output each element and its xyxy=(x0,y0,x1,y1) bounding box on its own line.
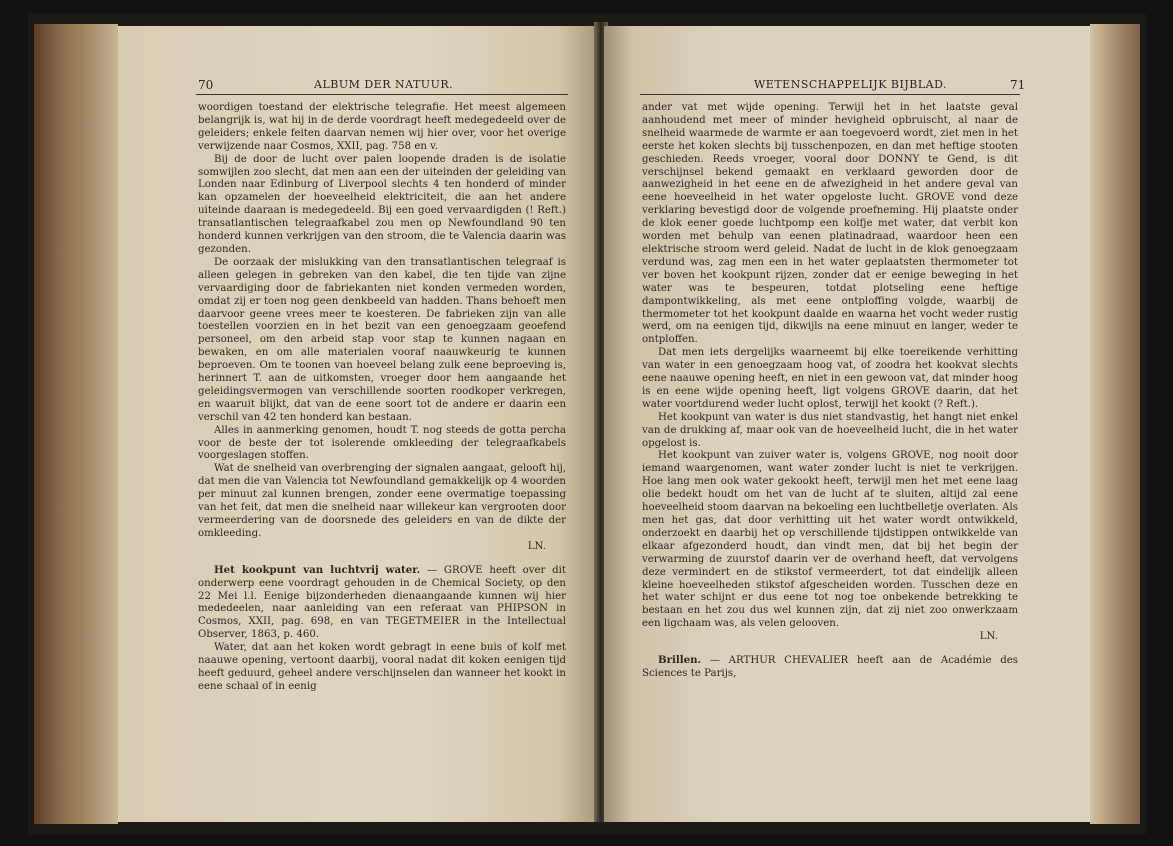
right-signature: LN. xyxy=(979,631,998,643)
left-section-text: — GROVE heeft over dit onderwerp eene voordragt gehouden in de Chemical Society, op den 22 Mei l.l. Eenige bijzonderheden dienaangaande kunnen wij hier mededeelen, naar aanleiding van een referaat van PHIPSON in Cosmos, XXII, pag. 698, en van TEGETMEIER in the Intellectual Observer, 1863, p. 460. xyxy=(198,564,567,641)
left-paragraph: woordigen toestand der elektrische telegrafie. Het meest algemeen belangrijk is, wat hij in de derde voordragt heeft medegedeeld over de geleiders; enkele feiten daarvan nemen wij hier over, voor het overige verwijzende naar Cosmos, XXII, pag. 758 en v. xyxy=(198,102,566,152)
book-edge-right xyxy=(1090,24,1140,824)
right-header-rule xyxy=(640,94,1020,95)
left-paragraph: Alles in aanmerking genomen, houdt T. nog steeds de gotta percha voor de beste der tot isolerende omkleeding der telegraafkabels voorgeslagen stoffen. xyxy=(198,424,566,462)
left-header-rule xyxy=(196,94,568,95)
right-section-text: — ARTHUR CHEVALIER heeft aan de Académie des Sciences te Parijs, xyxy=(642,655,1018,679)
right-text-column xyxy=(642,102,1018,681)
left-page xyxy=(118,26,596,822)
right-page xyxy=(604,26,1090,822)
right-page-number: 71 xyxy=(1010,78,1026,92)
right-running-head: WETENSCHAPPELIJK BIJBLAD. xyxy=(754,78,948,91)
left-running-head: ALBUM DER NATUUR. xyxy=(314,78,454,91)
left-paragraph: De oorzaak der mislukking van den transatlantischen telegraaf is alleen gelegen in gebreken van den kabel, die ten tijde van zijne vervaardiging door de fabriekanten niet konden vermeden worden, omdat zij er toen nog geen denkbeeld van hadden. Thans behoeft men daarvoor geene vrees meer te koesteren. De fabrieken zijn van alle toestellen voorzien en in het bezit van een genoegzaam geoefend personeel, om den arbeid stap voor stap te kunnen nagaan en bewaken, en om alle materialen vooraf naauwkeurig te kunnen beproeven. Om te toonen van hoeveel belang zulk eene beproeving is, herinnert T. aan de uitkomsten, vroeger door hem aangaande het geleidingsvermogen van verschillende soorten roodkoper verkregen, en waaruit blijkt, dat van de eene soort tot de andere er daarin een verschil van 42 ten honderd kan bestaan. xyxy=(198,256,566,423)
right-paragraph: ander vat met wijde opening. Terwijl het in het laatste geval aanhoudend met meer of minder hevigheid opbruischt, al naar de snelheid waarmede de warmte er aan toegevoerd wordt, ziet men in het eerste het koken slechts bij tusschenpozen, en dan met heftige stooten geschieden. Reeds vroeger, vooral door DONNY te Gend, is dit verschijnsel bekend gemaakt en verklaard geworden door de aanwezigheid in het eene en de afwezigheid in het andere geval van eene hoeveelheid in het water opgeloste lucht. GROVE vond deze verklaring bevestigd door de volgende proefneming. Hij plaatste onder de klok eener goede luchtpomp een kolfje met water, dat verbit kon worden met behulp van eenen platinadraad, waardoor heen een elektrische stroom werd geleid. Nadat de lucht in de klok genoegzaam verdund was, zag men een in het water geplaatsten thermometer tot ver boven het kookpunt rijzen, zonder dat er eenige beweging in het water was te bespeuren, totdat plotseling eene heftige dampontwikkeling, als met eene ontploffing volgde, waarbij de thermometer tot het kookpunt daalde en waarna het vocht weder rustig werd, om na eenigen tijd, dikwijls na eene minuut en langer, weder te ontploffen. xyxy=(642,102,1018,346)
left-paragraph: Bij de door de lucht over palen loopende draden is de isolatie somwijlen zoo slecht, dat men aan een der uiteinden der geleiding van Londen naar Edinburg of Liverpool slechts 4 ten honderd of minder kan opzamelen der hoeveelheid elektriciteit, die aan het andere uiteinde daaraan is medegedeeld. Bij een goed vervaardigden (! Reft.) transatlantischen telegraafkabel zou men op Newfoundland 90 ten honderd kunnen verkrijgen van den stroom, die te Valencia daarin was gezonden. xyxy=(198,153,566,255)
book-edge-left xyxy=(34,24,118,824)
left-paragraph: Wat de snelheid van overbrenging der signalen aangaat, gelooft hij, dat men die van Valencia tot Newfoundland gemakkelijk op 4 woorden per minuut zal kunnen brengen, zonder eene overmatige toepassing van het feit, dat men die snelheid naar willekeur kan vergrooten door vermeerdering van de doorsnede des geleiders en van de dikte der omkleeding. xyxy=(198,463,566,539)
left-paragraph: Water, dat aan het koken wordt gebragt in eene buis of kolf met naauwe opening, vertoont daarbij, vooral nadat dit koken eenigen tijd heeft geduurd, geheel andere verschijnselen dan wanneer het kookt in eene schaal of in eenig xyxy=(198,642,566,692)
left-section-title: Het kookpunt van luchtvrij water. xyxy=(214,563,421,576)
left-page-number: 70 xyxy=(198,78,214,92)
left-text-column xyxy=(198,102,566,694)
right-paragraph: Het kookpunt van zuiver water is, volgens GROVE, nog nooit door iemand waargenomen, want water zonder lucht is niet te verkrijgen. Hoe lang men ook water gekookt heeft, terwijl men het met eene laag olie bedekt houdt om het van de lucht af te sluiten, altijd zal eene hoeveelheid stoom daarvan na bekoeling een luchtbelletje overlaten. Als men het gas, dat door verhitting uit het water wordt ontwikkeld, onderzoekt en daarbij het op verschillende tijdstippen ontwikkelde van elkaar afgezonderd houdt, dan vindt men, dat bij het begin der verwarming de zuurstof daarin ver de overhand heeft, dat vervolgens deze vermindert en de stikstof vermeerdert, tot dat eindelijk alleen kleine hoeveelheden stikstof afgescheiden worden. Tusschen deze en het water schijnt er dus eene tot nog toe onbekende betrekking te bestaan en het zou dus wel kunnen zijn, dat zij niet zoo onwerkzaam een ligchaam was, als velen gelooven. xyxy=(642,450,1018,630)
left-signature: LN. xyxy=(527,540,546,552)
right-section-title: Brillen. xyxy=(658,654,702,667)
right-paragraph: Dat men iets dergelijks waarneemt bij elke toereikende verhitting van water in een genoegzaam hoog vat, of zoodra het kookvat slechts eene naauwe opening heeft, en niet in een gewoon vat, dat minder hoog is en eene wijde opening heeft, ligt volgens GROVE daarin, dat het water voortdurend weder lucht oplost, terwijl het kookt (? Reft.). xyxy=(642,347,1018,410)
right-paragraph: Het kookpunt van water is dus niet standvastig, het hangt niet enkel van de drukking af, maar ook van de hoeveelheid lucht, die in het water opgelost is. xyxy=(642,411,1018,449)
